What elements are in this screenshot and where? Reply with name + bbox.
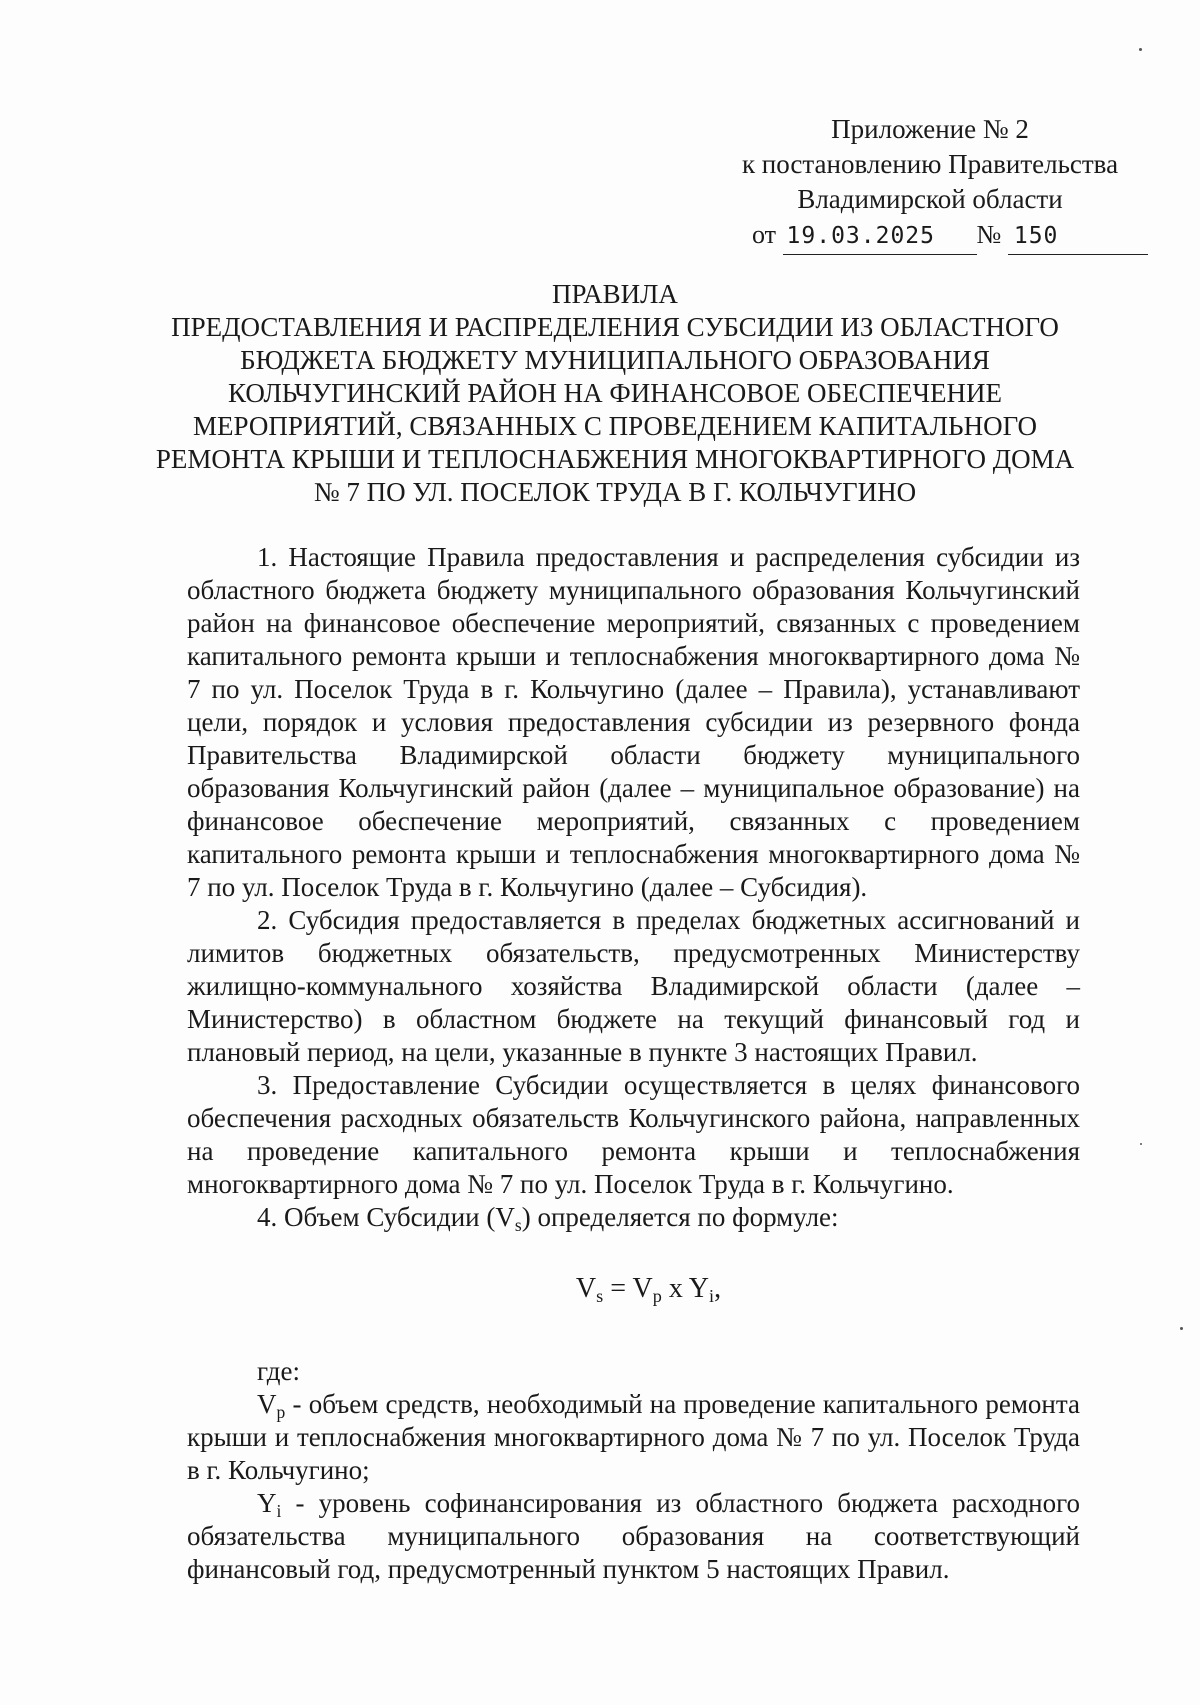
def-vp-sub: p xyxy=(276,1402,286,1422)
document-title xyxy=(150,278,1080,509)
p4-text-before: 4. Объем Субсидии (V xyxy=(257,1202,515,1232)
where-label: где: xyxy=(257,1356,300,1386)
attachment-region: Владимирской области xyxy=(797,184,1063,214)
title-line: КОЛЬЧУГИНСКИЙ РАЙОН НА ФИНАНСОВОЕ ОБЕСПЕЧЕНИЕ xyxy=(228,378,1002,408)
number-prefix: № xyxy=(976,220,1002,249)
attachment-resolution: к постановлению Правительства xyxy=(741,149,1119,179)
title-line: БЮДЖЕТА БЮДЖЕТУ МУНИЦИПАЛЬНОГО ОБРАЗОВАНИЯ xyxy=(240,345,990,375)
formula-v: V xyxy=(575,1273,597,1304)
p4-subscript: s xyxy=(514,1215,522,1235)
subsidy-formula xyxy=(187,1272,1080,1305)
formula-y-sub: i xyxy=(709,1286,715,1306)
formula-tail: , xyxy=(714,1273,722,1304)
attachment-date-line xyxy=(730,217,1130,255)
attachment-header xyxy=(730,112,1130,255)
def-vp-text: - объем средств, необходимый на проведение капитального ремонта крыши и теплоснабжения многоквартирного дома № 7 по ул. Поселок Труда в г. Кольчугино; xyxy=(187,1389,1080,1485)
scan-speck xyxy=(1180,1327,1183,1330)
definition-vp xyxy=(187,1388,1080,1487)
def-yi-text: - уровень софинансирования из областного бюджета расходного обязательства муниципального образования на соответствующий финансовый год, предусмотренный пунктом 5 настоящих Правил. xyxy=(187,1488,1080,1584)
paragraph-2: 2. Субсидия предоставляется в пределах бюджетных ассигнований и лимитов бюджетных обязательств, предусмотренных Министерству жилищно-коммунального хозяйства Владимирской области (далее – Министерство) в областном бюджете на текущий финансовый год и плановый период, на цели, указанные в пункте 3 настоящих Правил. xyxy=(187,905,1080,1067)
scan-speck xyxy=(1140,1143,1142,1145)
p4-text-after: ) определяется по формуле: xyxy=(521,1202,839,1232)
number-stamp: 150 xyxy=(1008,219,1148,255)
title-line: ПРЕДОСТАВЛЕНИЯ И РАСПРЕДЕЛЕНИЯ СУБСИДИИ ИЗ ОБЛАСТНОГО xyxy=(171,312,1059,342)
attachment-number: Приложение № 2 xyxy=(831,114,1029,144)
formula-v-sub: s xyxy=(596,1286,604,1306)
def-vp-symbol: V xyxy=(257,1389,277,1419)
title-heading: ПРАВИЛА xyxy=(552,279,678,309)
scan-speck xyxy=(1139,48,1142,51)
formula-eq: = V xyxy=(603,1273,653,1304)
formula-x: x Y xyxy=(661,1273,710,1304)
paragraph-1: 1. Настоящие Правила предоставления и распределения субсидии из областного бюджета бюджету муниципального образования Кольчугинский район на финансовое обеспечение мероприятий, связанных с проведением капитального ремонта крыши и теплоснабжения многоквартирного дома № 7 по ул. Поселок Труда в г. Кольчугино (далее – Правила), устанавливают цели, порядок и условия предоставления субсидии из резервного фонда Правительства Владимирской области бюджету муниципального образования Кольчугинский район (далее – муниципальное образование) на финансовое обеспечение мероприятий, связанных с проведением капитального ремонта крыши и теплоснабжения многоквартирного дома № 7 по ул. Поселок Труда в г. Кольчугино (далее – Субсидия). xyxy=(187,542,1080,902)
title-line: РЕМОНТА КРЫШИ И ТЕПЛОСНАБЖЕНИЯ МНОГОКВАРТИРНОГО ДОМА xyxy=(155,444,1075,474)
definition-yi xyxy=(187,1487,1080,1586)
paragraph-4 xyxy=(187,1201,1080,1234)
paragraph-3: 3. Предоставление Субсидии осуществляется в целях финансового обеспечения расходных обязательств Кольчугинского района, направленных на проведение капитального ремонта крыши и теплоснабжения многоквартирного дома № 7 по ул. Поселок Труда в г. Кольчугино. xyxy=(187,1070,1080,1199)
def-yi-sub: i xyxy=(276,1501,282,1521)
def-yi-symbol: Y xyxy=(257,1488,277,1518)
title-line: МЕРОПРИЯТИЙ, СВЯЗАННЫХ С ПРОВЕДЕНИЕМ КАПИТАЛЬНОГО xyxy=(192,411,1037,441)
date-prefix: от xyxy=(752,220,777,249)
title-line: № 7 ПО УЛ. ПОСЕЛОК ТРУДА В Г. КОЛЬЧУГИНО xyxy=(313,477,917,507)
date-stamp: 19.03.2025 xyxy=(783,219,977,255)
formula-vp-sub: p xyxy=(652,1286,662,1306)
document-body xyxy=(187,541,1080,1586)
